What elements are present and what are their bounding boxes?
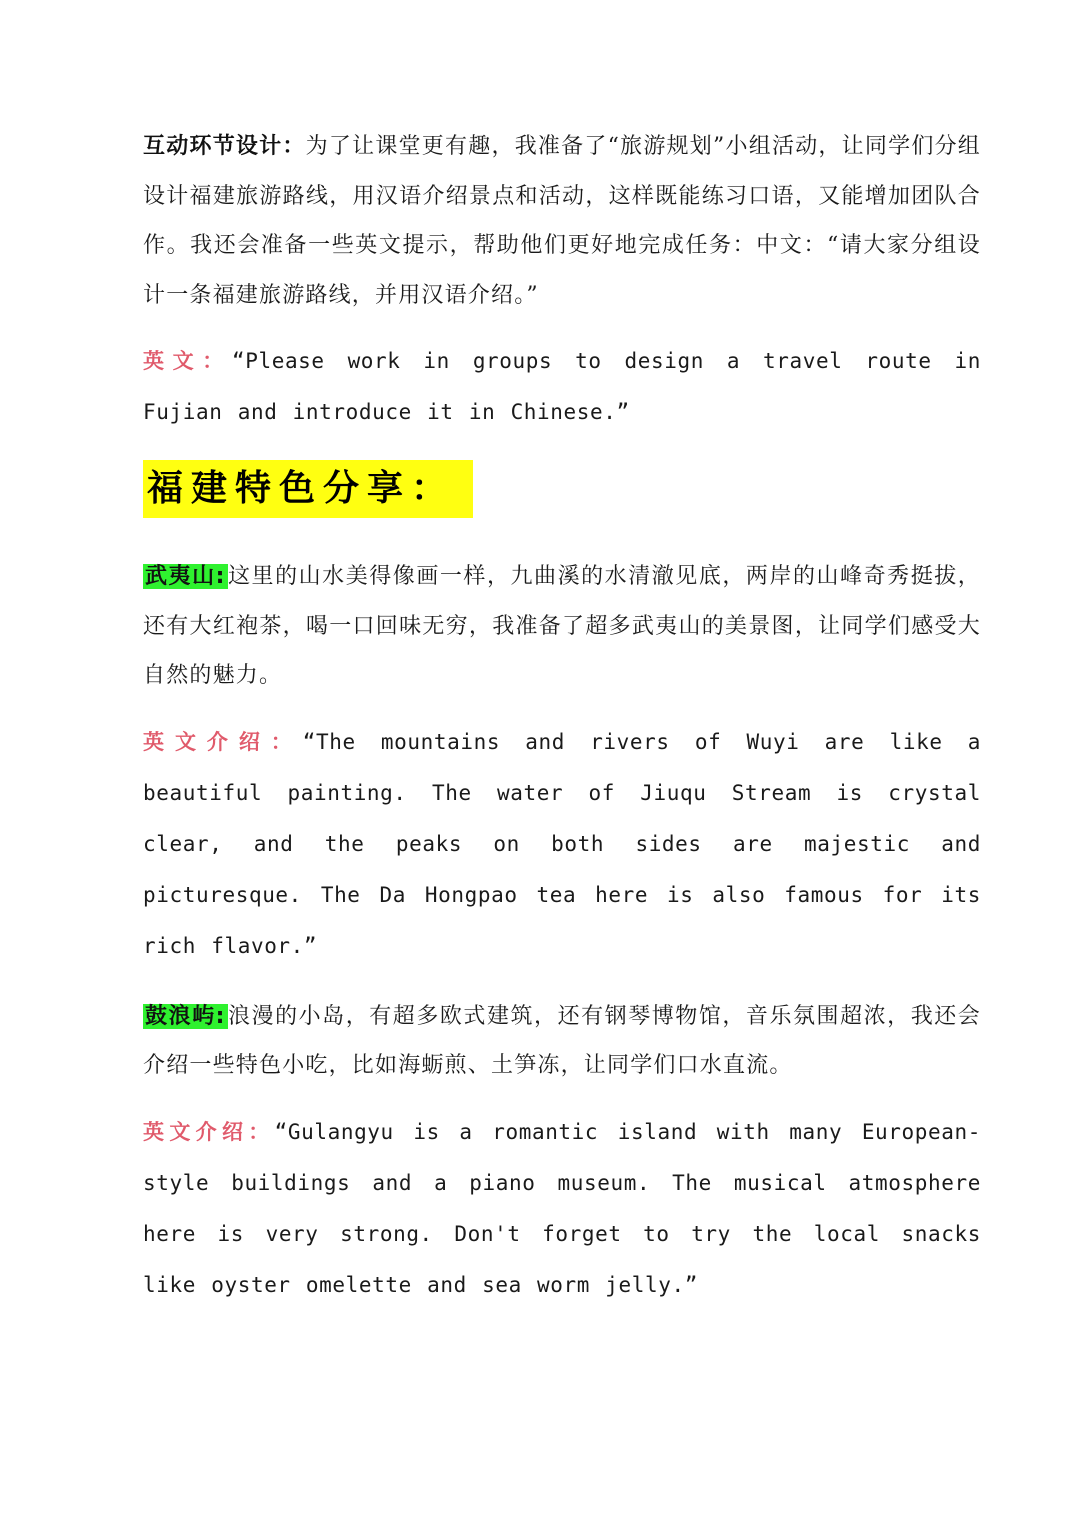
gulangyu-text: 浪漫的小岛，有超多欧式建筑，还有钢琴博物馆，音乐氛围超浓，我还会介绍一些特色小吃，比如海蛎煎、土笋冻，让同学们口水直流。 — [143, 1003, 982, 1078]
intro-label: 互动环节设计： — [143, 134, 306, 159]
intro-paragraph — [143, 122, 981, 320]
intro-english-label: 英文： — [143, 349, 232, 373]
wuyi-paragraph — [143, 552, 981, 701]
spacer — [143, 320, 981, 336]
gulangyu-english-text: “Gulangyu is a romantic island with many European-style buildings and a piano museum. The musical atmosphere here is very strong. Don't forget to try the local snacks like oyster omelette and sea worm jelly.” — [143, 1119, 982, 1297]
spacer — [143, 1091, 981, 1107]
content-column — [143, 122, 981, 1311]
gulangyu-english-label: 英文介绍： — [143, 1119, 275, 1144]
spacer — [143, 518, 981, 552]
gulangyu-label: 鼓浪屿: — [145, 1003, 226, 1029]
wuyi-english-label: 英文介绍： — [143, 729, 303, 754]
intro-english-text: “Please work in groups to design a travel route in Fujian and introduce it in Chinese.” — [143, 349, 982, 424]
gulangyu-english-paragraph — [143, 1107, 981, 1311]
wuyi-english-text: “The mountains and rivers of Wuyi are like a beautiful painting. The water of Jiuqu Stream is crystal clear, and the peaks on both sides are majestic and picturesque. The Da Hongpao tea here is also famous for its rich flavor.” — [143, 729, 981, 958]
spacer — [143, 701, 981, 717]
spacer — [143, 438, 981, 460]
wuyi-label: 武夷山: — [145, 564, 226, 589]
spacer — [143, 972, 981, 992]
wuyi-text: 这里的山水美得像画一样，九曲溪的水清澈见底，两岸的山峰奇秀挺拔，还有大红袍茶，喝一口回味无穷，我准备了超多武夷山的美景图，让同学们感受大自然的魅力。 — [143, 564, 982, 688]
intro-text: 为了让课堂更有趣，我准备了“旅游规划”小组活动，让同学们分组设计福建旅游路线，用汉语介绍景点和活动，这样既能练习口语，又能增加团队合作。我还会准备一些英文提示，帮助他们更好地完成任务：中文：“请大家分组设计一条福建旅游路线，并用汉语介绍。” — [143, 134, 982, 308]
section-heading: 福建特色分享： — [143, 460, 473, 518]
gulangyu-paragraph — [143, 992, 981, 1091]
wuyi-english-paragraph — [143, 717, 981, 972]
intro-english-paragraph — [143, 336, 981, 438]
